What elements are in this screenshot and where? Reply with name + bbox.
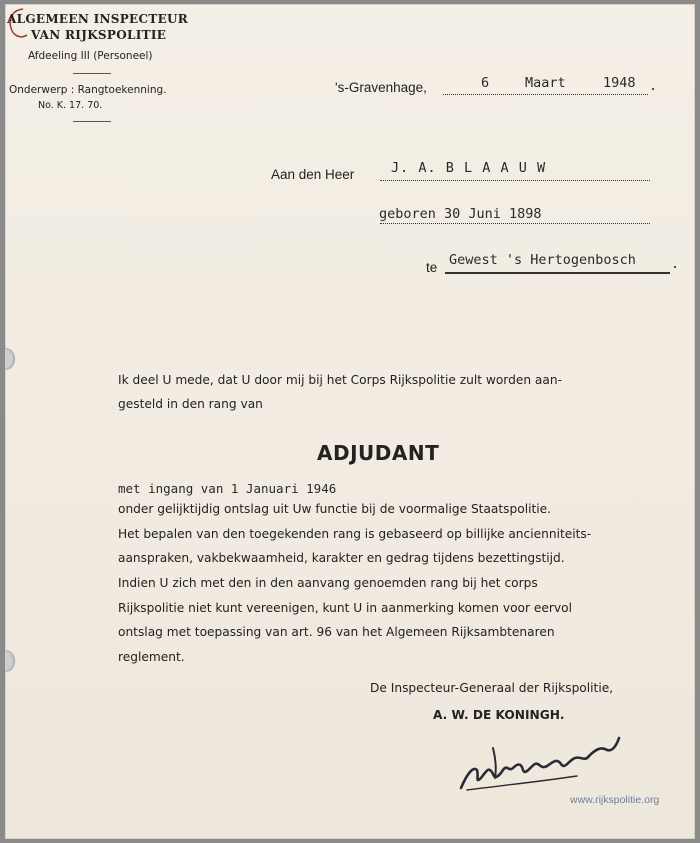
document-page <box>5 4 695 839</box>
location-period: . <box>671 256 680 272</box>
paragraph-line: Het bepalen van den toegekenden rang is gebaseerd op billijke ancienniteits- <box>118 527 592 541</box>
effective-date: met ingang van 1 Januari 1946 <box>118 481 337 496</box>
birth-date: geboren 30 Juni 1898 <box>379 206 542 222</box>
addressee-label: Aan den Heer <box>271 167 355 182</box>
reference-number: No. K. 17. 70. <box>38 100 103 111</box>
place-label: 's-Gravenhage, <box>335 80 427 95</box>
intro-line-1: Ik deel U mede, dat U door mij bij het Corps Rijkspolitie zult worden aan- <box>118 373 562 387</box>
location-label: te <box>426 260 438 275</box>
location-name: Gewest 's Hertogenbosch <box>449 252 636 268</box>
punch-hole <box>5 348 15 370</box>
date-line <box>443 94 648 95</box>
rank-title: ADJUDANT <box>317 441 440 465</box>
subject-line: Onderwerp : Rangtoekenning. <box>9 84 167 96</box>
handwritten-signature <box>457 726 627 800</box>
location-line <box>445 272 670 274</box>
letterhead-department: Afdeeling III (Personeel) <box>28 50 153 62</box>
punch-hole <box>5 650 15 672</box>
signatory-name: A. W. DE KONINGH. <box>433 708 565 722</box>
date-day: 6 <box>481 75 490 91</box>
paragraph-line: ontslag met toepassing van art. 96 van het Algemeen Rijksambtenaren <box>118 625 555 639</box>
divider <box>73 121 111 122</box>
letterhead-line2: VAN RIJKSPOLITIE <box>31 28 167 42</box>
divider <box>73 73 111 74</box>
date-month: Maart <box>525 75 566 91</box>
watermark-url: www.rijkspolitie.org <box>570 794 660 806</box>
paragraph-line: reglement. <box>118 650 185 664</box>
paragraph-line: onder gelijktijdig ontslag uit Uw functie bij de voormalige Staatspolitie. <box>118 502 552 516</box>
date-year: 1948 <box>603 75 636 91</box>
letterhead-line1: ALGEMEEN INSPECTEUR <box>7 12 189 26</box>
signatory-title: De Inspecteur-Generaal der Rijkspolitie, <box>370 681 614 695</box>
paragraph-line: Rijkspolitie niet kunt vereenigen, kunt U in aanmerking komen voor eervol <box>118 601 572 615</box>
intro-line-2: gesteld in den rang van <box>118 397 263 411</box>
paragraph-line: Indien U zich met den in den aanvang genoemden rang bij het corps <box>118 576 538 590</box>
birth-line <box>380 223 650 224</box>
addressee-name: J. A. B L A A U W <box>391 160 547 176</box>
paragraph-line: aanspraken, vakbekwaamheid, karakter en gedrag tijdens bezettingstijd. <box>118 551 565 565</box>
date-period: . <box>649 78 658 94</box>
addressee-line <box>380 180 650 181</box>
